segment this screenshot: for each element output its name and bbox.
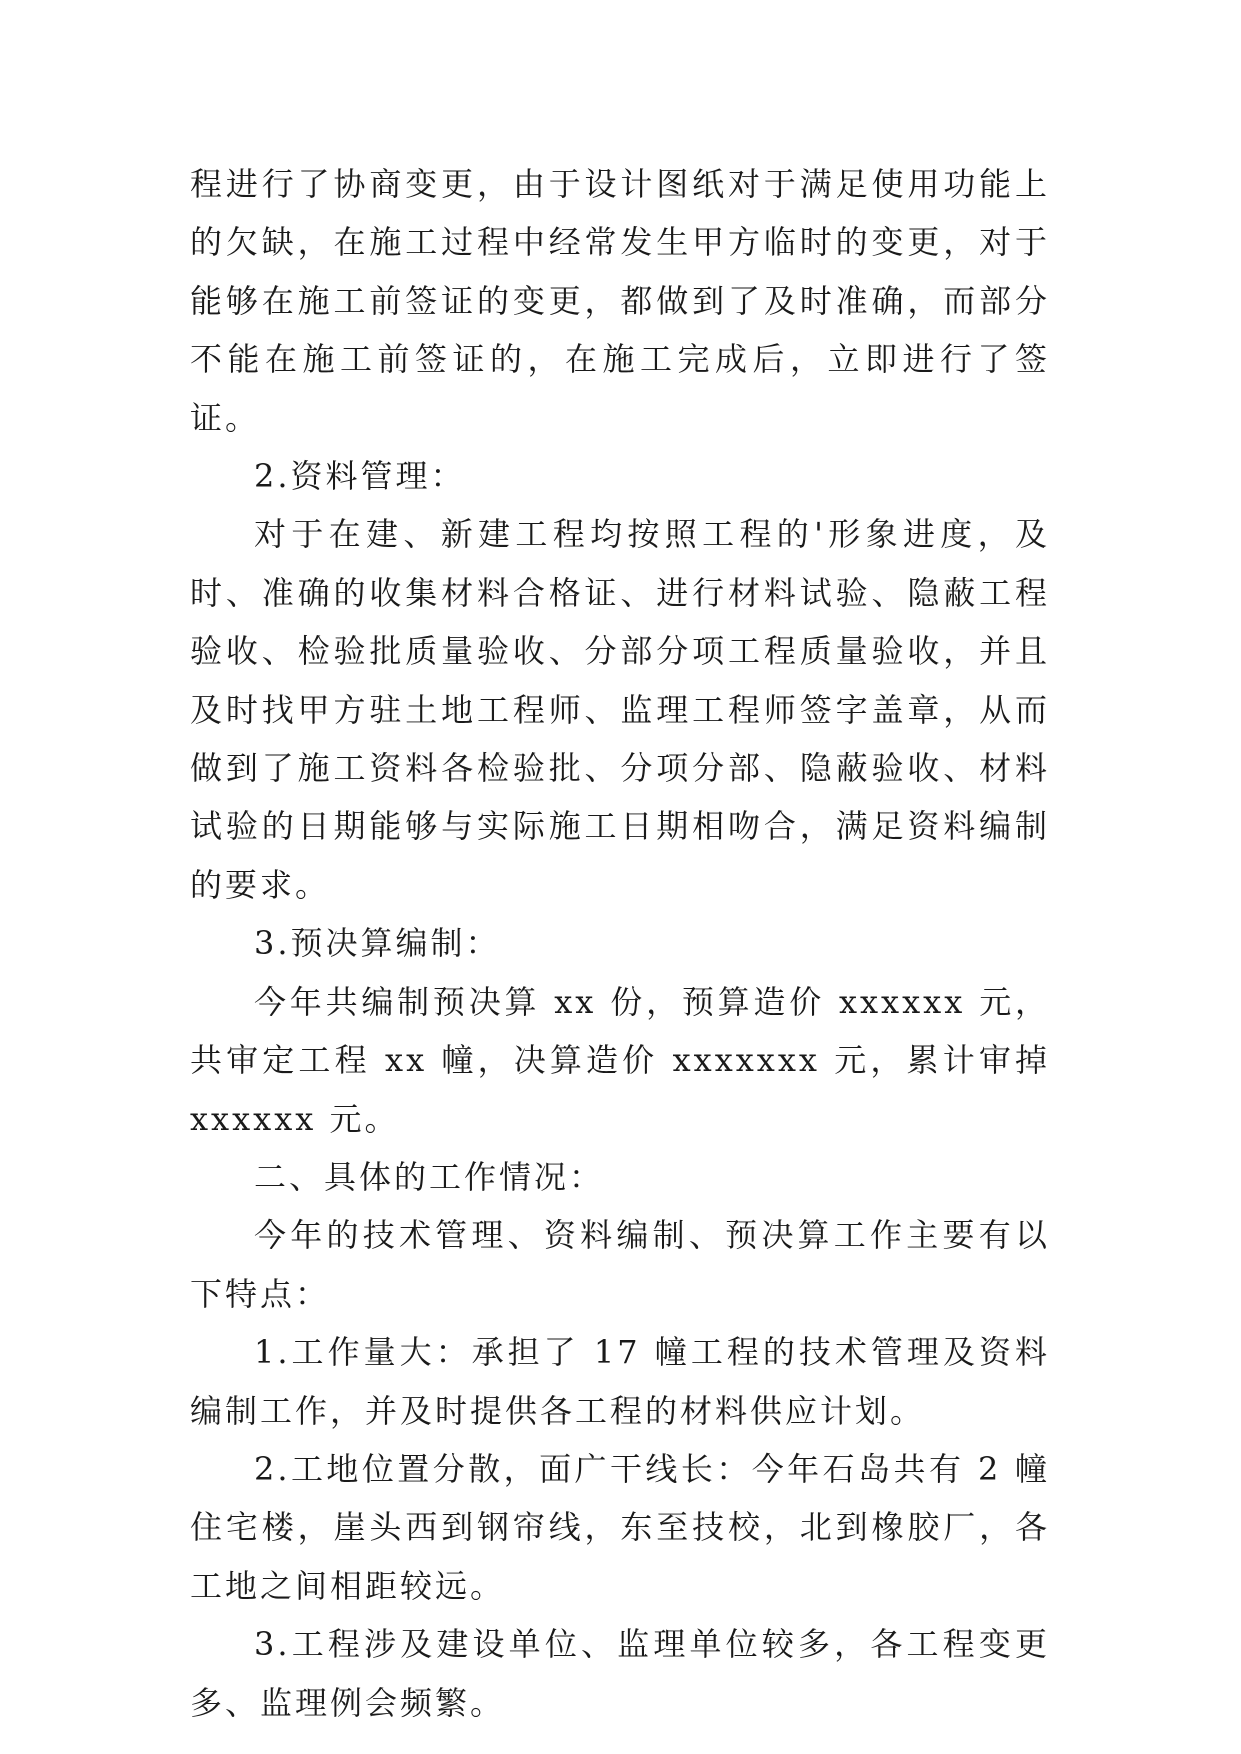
document-body bbox=[190, 155, 1050, 1732]
heading-specific-work: 二、具体的工作情况： bbox=[254, 1157, 605, 1196]
heading-data-management: 2.资料管理： bbox=[254, 457, 466, 496]
paragraph-workload: 1.工作量大：承担了 17 幢工程的技术管理及资料编制工作，并及时提供各工程的材料供应计划。 bbox=[190, 1333, 1050, 1430]
paragraph-data-management: 对于在建、新建工程均按照工程的'形象进度，及时、准确的收集材料合格证、进行材料试验、隐蔽工程验收、检验批质量验收、分部分项工程质量验收，并且及时找甲方驻土地工程师、监理工程师签字盖章，从而做到了施工资料各检验批、分项分部、隐蔽验收、材料试验的日期能够与实际施工日期相吻合，满足资料编制的要求。 bbox=[190, 515, 1050, 904]
paragraph-budget-compilation: 今年共编制预决算 xx 份，预算造价 xxxxxx 元，共审定工程 xx 幢，决算造价 xxxxxxx 元，累计审掉 xxxxxx 元。 bbox=[190, 982, 1050, 1138]
paragraph-many-units: 3.工程涉及建设单位、监理单位较多，各工程变更多、监理例会频繁。 bbox=[190, 1625, 1050, 1722]
paragraph-site-dispersion: 2.工地位置分散，面广干线长：今年石岛共有 2 幢住宅楼，崖头西到钢帘线，东至技校，北到橡胶厂，各工地之间相距较远。 bbox=[190, 1449, 1050, 1605]
paragraph-change-signoff: 程进行了协商变更，由于设计图纸对于满足使用功能上的欠缺，在施工过程中经常发生甲方临时的变更，对于能够在施工前签证的变更，都做到了及时准确，而部分不能在施工前签证的，在施工完成后，立即进行了签证。 bbox=[190, 165, 1050, 437]
paragraph-work-features: 今年的技术管理、资料编制、预决算工作主要有以下特点： bbox=[190, 1216, 1050, 1313]
heading-budget-compilation: 3.预决算编制： bbox=[254, 924, 501, 963]
